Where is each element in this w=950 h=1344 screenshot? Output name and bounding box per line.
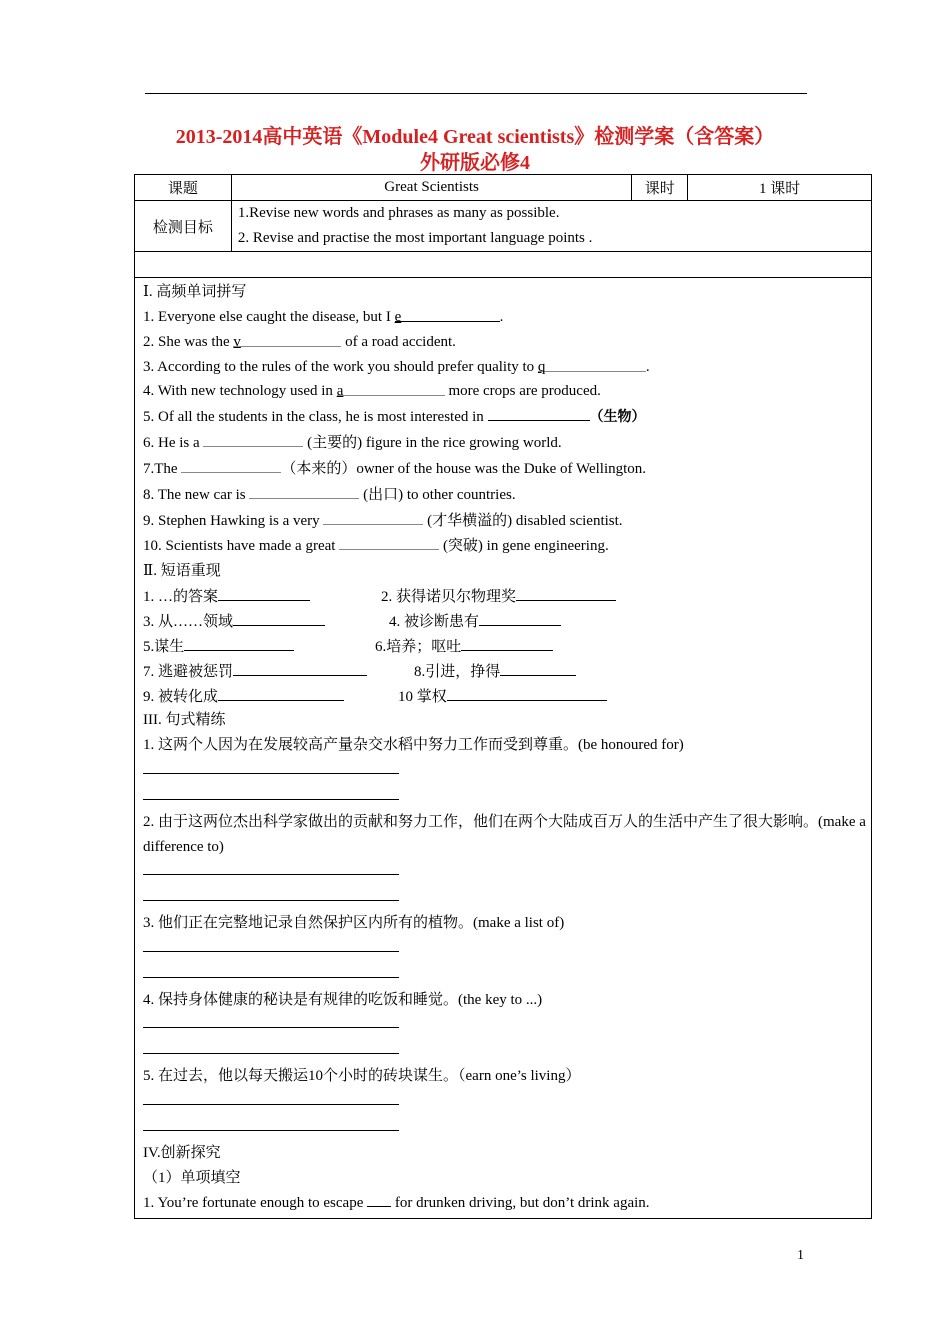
table-row [135,278,872,1219]
goal-label: 检测目标 [135,201,232,252]
list-item: 3. 从……领域 4. 被诊断患有 [143,609,871,634]
list-item: 1. …的答案 2. 获得诺贝尔物理奖 [143,584,871,609]
section-heading: Ⅱ. 短语重现 [143,563,221,580]
answer-blank[interactable] [184,634,294,651]
list-item: 4. 保持身体健康的秘诀是有规律的吃饭和睡觉。(the key to ...) [143,991,543,1008]
list-item: 3. According to the rules of the work you should prefer quality to q . [143,355,871,380]
content-cell [135,278,872,1219]
answer-blank[interactable] [461,634,553,651]
answer-blank[interactable]: a [337,379,445,396]
answer-blank[interactable] [367,1190,391,1207]
section-heading: Ⅰ. 高频单词拼写 [143,284,247,300]
document-title [130,124,820,176]
answer-blank[interactable] [233,659,367,676]
answer-line[interactable] [143,1012,399,1028]
list-item: 1. 这两个人因为在发展较高产量杂交水稻中努力工作而受到尊重。(be honoured for) [143,737,684,754]
title-line-1: 2013-2014高中英语《Module4 Great scientists》检测学案（含答案） [175,126,775,148]
answer-line[interactable] [143,1089,399,1105]
list-item: 5. 在过去，他以每天搬运10个小时的砖块谋生。（earn one’s living） [143,1068,581,1085]
list-item: 9. 被转化成 10 掌权 [143,684,871,709]
table-row [135,201,872,252]
answer-blank[interactable] [516,584,616,601]
answer-blank[interactable] [488,404,590,421]
topic-value: Great Scientists [231,175,631,201]
list-item: 7. 逃避被惩罚 8.引进，挣得 [143,659,871,684]
list-item: 5.谋生 6.培养；呕吐 [143,634,871,659]
list-item: 2. She was the v of a road accident. [143,330,871,355]
answer-blank[interactable] [218,684,344,701]
list-item: 4. With new technology used in a more crops are produced. [143,379,871,404]
list-item: 7.The （本来的）owner of the house was the Duke of Wellington. [143,456,871,482]
answer-blank[interactable] [249,482,359,499]
answer-line[interactable] [143,936,399,952]
topic-label: 课题 [135,175,232,201]
goal-item: 1.Revise new words and phrases as many as possible. [237,205,560,221]
answer-blank[interactable]: v [233,330,341,347]
answer-line[interactable] [143,885,399,901]
answer-line[interactable] [143,859,399,875]
answer-blank[interactable] [479,609,561,626]
answer-blank[interactable] [500,659,576,676]
list-item: 9. Stephen Hawking is a very (才华横溢的) disabled scientist. [143,508,871,534]
answer-blank[interactable] [447,684,607,701]
list-item: 6. He is a (主要的) figure in the rice growing world. [143,430,871,456]
page-number: 1 [797,1248,804,1263]
header-rule [145,93,807,94]
list-item: 2. 由于这两位杰出科学家做出的贡献和努力工作，他们在两个大陆成百万人的生活中产生了很大影响。(make a difference to) [143,813,866,855]
title-line-2: 外研版必修4 [420,152,530,174]
subsection-heading: （1）单项填空 [143,1169,241,1186]
worksheet-table [134,174,872,1219]
answer-blank[interactable] [323,508,423,525]
answer-blank[interactable]: q [538,355,646,372]
list-item: 1. Everyone else caught the disease, but I e . [143,305,871,330]
answer-blank[interactable] [218,584,310,601]
answer-line[interactable] [143,784,399,800]
table-row-empty [135,252,872,278]
answer-blank[interactable]: e [395,305,500,322]
list-item: 8. The new car is (出口) to other countries. [143,482,871,508]
list-item: 10. Scientists have made a great (突破) in gene engineering. [143,533,871,559]
answer-blank[interactable] [203,430,303,447]
answer-line[interactable] [143,1038,399,1054]
answer-blank[interactable] [233,609,325,626]
goal-item: 2. Revise and practise the most important language points . [237,230,593,246]
list-item: 1. You’re fortunate enough to escape for drunken driving, but don’t drink again. [143,1190,871,1216]
answer-blank[interactable] [339,533,439,550]
answer-line[interactable] [143,1115,399,1131]
answer-blank[interactable] [181,456,281,473]
section-heading: IV.创新探究 [143,1144,221,1161]
list-item: 3. 他们正在完整地记录自然保护区内所有的植物。(make a list of) [143,915,565,932]
goal-cell [231,201,871,252]
table-row [135,175,872,201]
list-item: 5. Of all the students in the class, he is most interested in （生物） [143,404,871,430]
empty-cell [135,252,872,278]
period-label: 课时 [632,175,688,201]
answer-line[interactable] [143,758,399,774]
period-value: 1 课时 [688,175,872,201]
section-heading: III. 句式精练 [143,712,226,729]
answer-line[interactable] [143,962,399,978]
